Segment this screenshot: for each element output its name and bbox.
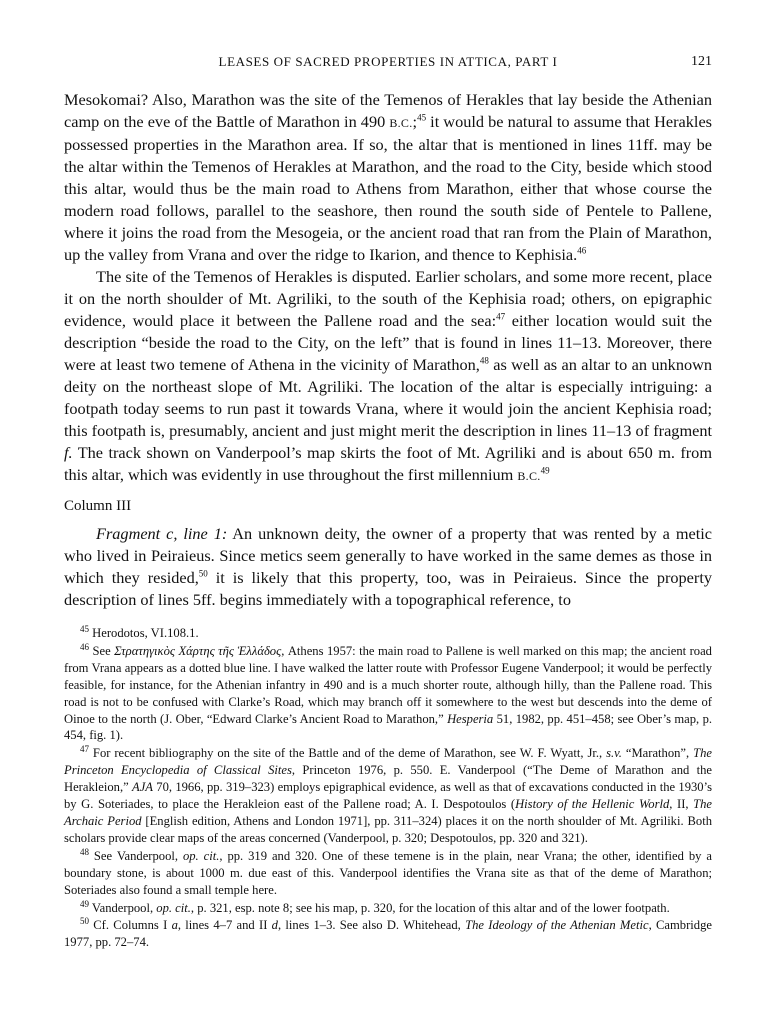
footnote-number: 50 <box>80 916 89 927</box>
footnote-ref[interactable]: 50 <box>198 568 208 579</box>
book-title: History of the Hellenic World <box>515 797 670 812</box>
text-run: as well as an altar to an unknown deity on the northeast slope of Mt. Agriliki. The location of the altar is especially intriguing: a footpath today seems to run past it towards Vrana, where it would join the ancient Kephisia road; this footpath is, presumably, ancient and just might merit the description in lines 11–13 of fragment <box>64 355 713 440</box>
footnote-ref[interactable]: 46 <box>577 245 587 256</box>
footnote-text: , Princeton 1976, p. 550. E. Vanderpool (“The Deme of Marathon and the Herakleion,” <box>64 763 712 795</box>
footnote-text: Herodotos, VI.108.1. <box>89 626 199 640</box>
main-text <box>64 89 712 611</box>
footnote-ref[interactable]: 47 <box>496 311 506 322</box>
fragment-label: a <box>171 918 178 933</box>
fragment-label: Fragment c, line 1: <box>96 524 228 543</box>
paragraph-3 <box>64 523 712 611</box>
latin-abbrev: s.v. <box>606 746 622 761</box>
footnote-text: “Marathon”, <box>621 746 694 761</box>
text-run: Mesokomai? Also, Marathon was the site of the Temenos of Herakles that lay beside the Athenian camp on the eve of the Battle of Marathon in 490 <box>64 90 712 131</box>
section-heading: Column III <box>64 498 132 514</box>
footnote-47 <box>64 745 712 846</box>
fragment-label: f. <box>64 443 73 462</box>
footnote-text: , lines 1–3. See also D. Whitehead, <box>277 918 466 933</box>
text-run: either location would suit the description “beside the road to the City, on the left” that is found in lines 11–13. Moreover, there were at least two temene of Athena in the vicinity of Marathon, <box>64 311 712 374</box>
footnote-text: Vanderpool, <box>89 900 157 915</box>
footnote-text: See Vanderpool, <box>89 848 183 863</box>
footnote-text: 70, 1966, pp. 319–323) employs epigraphical evidence, as well as that of excavations conducted in the 1930’s by G. Soteriades, to place the Herakleion east of the Pallene road; A. I. Despotoulos ( <box>64 780 712 812</box>
journal-title: Hesperia <box>447 711 494 726</box>
footnote-48 <box>64 848 712 899</box>
text-run: it is likely that this property, too, was in Peiraieus. Since the property description of lines 5ff. begins immediately with a topographical reference, to <box>64 568 712 609</box>
book-title: The Archaic Period <box>64 797 713 828</box>
book-title: The Princeton Encyclopedia of Classical Sites <box>64 746 712 778</box>
footnote-text: Cf. Columns I <box>89 918 172 933</box>
footnote-50 <box>64 917 712 951</box>
footnote-45 <box>64 625 712 642</box>
text-run: The site of the Temenos of Herakles is disputed. Earlier scholars, and some more recent, place it on the north shoulder of Mt. Agriliki, to the south of the Kephisia road; others, on epigraphic evidence, would place it between the Pallene road and the sea: <box>64 267 712 330</box>
footnote-number: 45 <box>80 623 89 634</box>
latin-abbrev: op. cit. <box>182 848 220 863</box>
footnote-text: , II, <box>669 797 694 812</box>
greek-title: Στρατηγικὸς Χάρτης τῆς Ἑλλάδος <box>114 643 282 658</box>
text-run: ; <box>412 112 418 131</box>
fragment-label: d <box>271 918 278 933</box>
paragraph-2 <box>64 266 712 487</box>
page-number: 121 <box>691 54 712 69</box>
footnote-text: , Cambridge 1977, pp. 72–74. <box>64 918 712 950</box>
footnote-ref[interactable]: 48 <box>479 355 489 366</box>
latin-abbrev: op. cit. <box>156 900 191 915</box>
footnote-number: 48 <box>80 846 89 857</box>
footnote-text: See <box>89 643 115 658</box>
footnote-text: , Athens 1957: the main road to Pallene is well marked on this map; the ancient road from Vrana appears as a dotted blue line. I have walked the latter route with Professor Eugene Vanderpool; it would be perfectly feasible, for instance, for the Athenian infantry in 490 and is a much shorter route, although hilly, than the Pallene road. This road is not to be confused with Clarke’s Road, which may branch off it somewhere to the west but descends into the deme of Oinoe to the north (J. Ober, “Edward Clarke’s Ancient Road to Marathon,” <box>64 643 712 726</box>
footnote-ref[interactable]: 49 <box>540 465 550 476</box>
footnote-text: , p. 321, esp. note 8; see his map, p. 320, for the location of this altar and of the lower footpath. <box>190 900 670 915</box>
journal-title: AJA <box>132 780 153 795</box>
footnote-text: , pp. 319 and 320. One of these temene is in the plain, near Vrana; the other, identified by a boundary stone, is about 1000 m. due east of this. Vanderpool identifies the Vrana site as that of the deme of Marathon; Soteriades also found a small temple here. <box>64 848 712 897</box>
paragraph-1 <box>64 89 712 266</box>
footnote-number: 46 <box>80 641 89 652</box>
footnotes <box>64 625 712 952</box>
footnote-number: 47 <box>80 744 89 755</box>
text-run: The track shown on Vanderpool’s map skirts the foot of Mt. Agriliki and is about 650 m. from this altar, which was evidently in use throughout the first millennium <box>64 443 712 484</box>
era-abbrev: B.C. <box>517 469 541 483</box>
footnote-text: 51, 1982, pp. 451–458; see Ober’s map, p. 454, fig. 1). <box>64 711 713 743</box>
page-header <box>64 54 712 74</box>
text-run: it would be natural to assume that Herakles possessed properties in the Marathon area. If so, the altar that is mentioned in lines 11ff. may be the altar within the Temenos of Herakles at Marathon, and the road to the City, beside which stood this altar, would thus be the main road to Athens from Marathon, either that whose course the modern road follows, parallel to the seashore, then round the south side of Pentele to Pallene, where it joins the road from the Mesogeia, or the ancient road that ran from the Plain of Marathon, up the valley from Vrana and over the ridge to Ikarion, and thence to Kephisia. <box>64 112 713 264</box>
footnote-number: 49 <box>80 898 89 909</box>
footnote-49 <box>64 900 712 917</box>
book-title: The Ideology of the Athenian Metic <box>465 918 649 933</box>
footnote-text: For recent bibliography on the site of the Battle and of the deme of Marathon, see W. F. Wyatt, Jr., <box>89 746 607 761</box>
footnote-text: , lines 4–7 and II <box>177 918 272 933</box>
footnote-ref[interactable]: 45 <box>417 112 427 123</box>
footnote-text: [English edition, Athens and London 1971], pp. 311–324) places it on the north shoulder of Mt. Agriliki. Both scholars provide clear maps of the areas concerned (Vanderpool, p. 320; Despotoulos, pp. 320 and 321). <box>64 813 712 845</box>
text-run: An unknown deity, the owner of a property that was rented by a metic who lived in Peiraieus. Since metics seem generally to have worked in the same demes as those in which they resided, <box>64 524 712 587</box>
era-abbrev: B.C. <box>389 116 413 130</box>
running-title: LEASES OF SACRED PROPERTIES IN ATTICA, PART I <box>218 54 558 69</box>
footnote-46 <box>64 643 712 744</box>
